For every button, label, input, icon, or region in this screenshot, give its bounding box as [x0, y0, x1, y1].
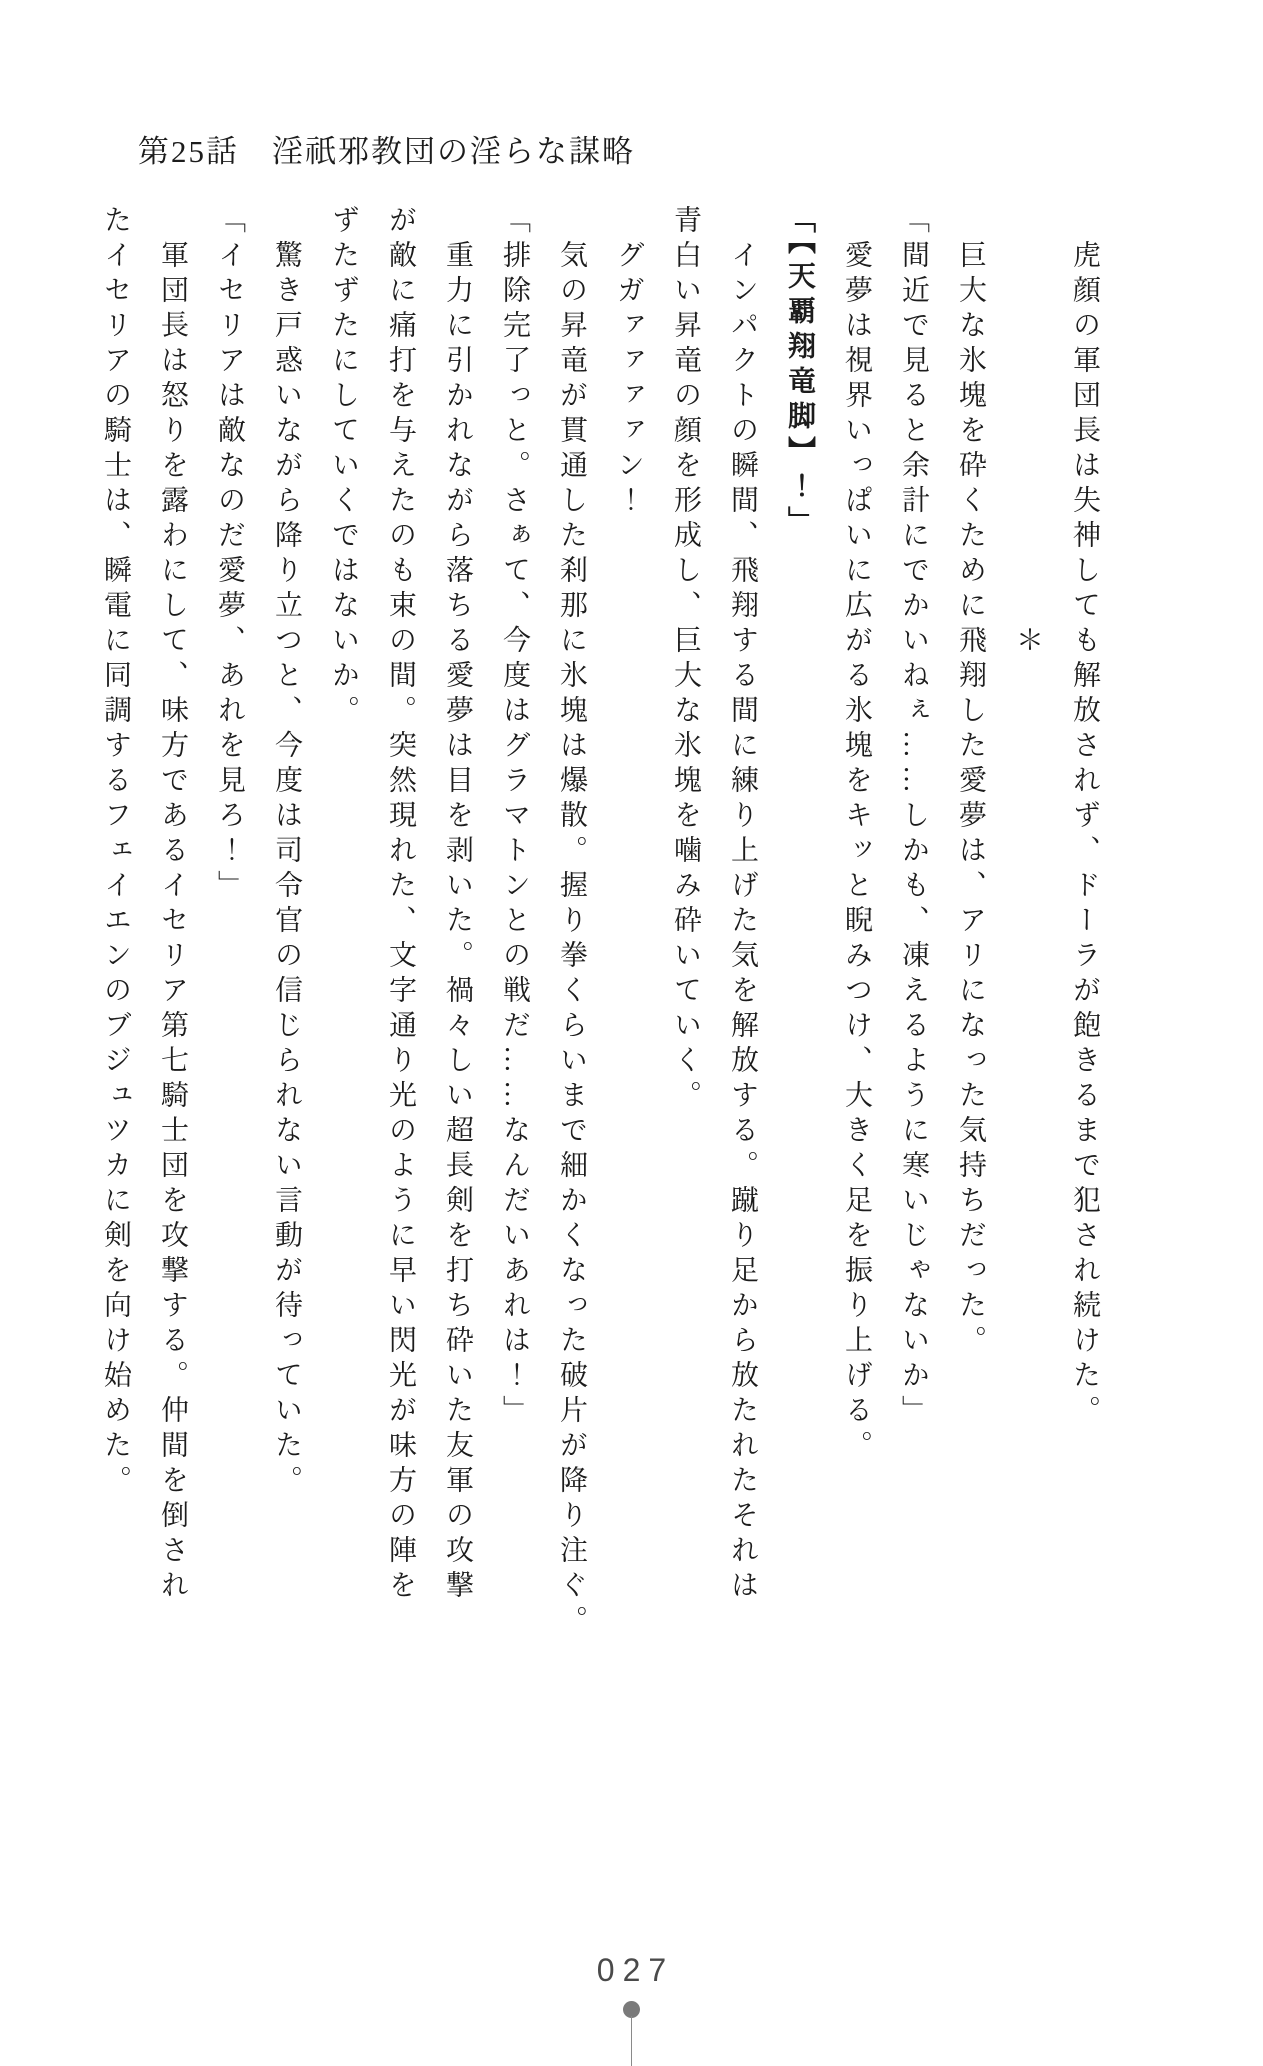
text-column: 愛夢は視界いっぱいに広がる氷塊をキッと睨みつけ、大きく足を振り上げる。: [841, 205, 872, 1465]
text-column: 気の昇竜が貫通した刹那に氷塊は爆散。握り拳くらいまで細かくなった破片が降り注ぐ。: [556, 205, 587, 1640]
text-column: 巨大な氷塊を砕くために飛翔した愛夢は、アリになった気持ちだった。: [955, 205, 986, 1360]
text-column: 虎顔の軍団長は失神しても解放されず、ドーラが飽きるまで犯され続けた。: [1069, 205, 1100, 1430]
page-number: 027: [596, 1952, 675, 1988]
text-column: が敵に痛打を与えたのも束の間。突然現れた、文字通り光のように早い閃光が味方の陣を: [385, 205, 416, 1605]
text-column: たイセリアの騎士は、瞬電に同調するフェイエンのブジュツカに剣を向け始めた。: [100, 205, 131, 1500]
text-column: 驚き戸惑いながら降り立つと、今度は司令官の信じられない言動が待っていた。: [271, 205, 302, 1500]
text-column: 「イセリアは敵なのだ愛夢、あれを見ろ！」: [214, 205, 245, 905]
text-column: 「排除完了っと。さぁて、今度はグラマトンとの戦だ……なんだいあれは！」: [499, 205, 530, 1430]
footer-line-ornament: [631, 2016, 632, 2066]
text-column: ＊: [1012, 205, 1043, 660]
text-column: 重力に引かれながら落ちる愛夢は目を剥いた。禍々しい超長剣を打ち砕いた友軍の攻撃: [442, 205, 473, 1605]
text-column: 「【天覇翔竜脚】！」: [784, 205, 815, 541]
text-column: 「間近で見ると余計にでかいねぇ……しかも、凍えるように寒いじゃないか」: [898, 205, 929, 1430]
text-column: 青白い昇竜の顔を形成し、巨大な氷塊を噛み砕いていく。: [670, 205, 701, 1115]
text-column: 軍団長は怒りを露わにして、味方であるイセリア第七騎士団を攻撃する。仲間を倒され: [157, 205, 188, 1605]
text-column: インパクトの瞬間、飛翔する間に練り上げた気を解放する。蹴り足から放たれたそれは: [727, 205, 758, 1605]
body-text: [87, 205, 1113, 1665]
text-column: グガァァァァン！: [613, 205, 644, 520]
chapter-header: 第25話 淫祇邪教団の淫らな謀略: [138, 134, 635, 169]
text-column: ずたずたにしていくではないか。: [328, 205, 359, 730]
